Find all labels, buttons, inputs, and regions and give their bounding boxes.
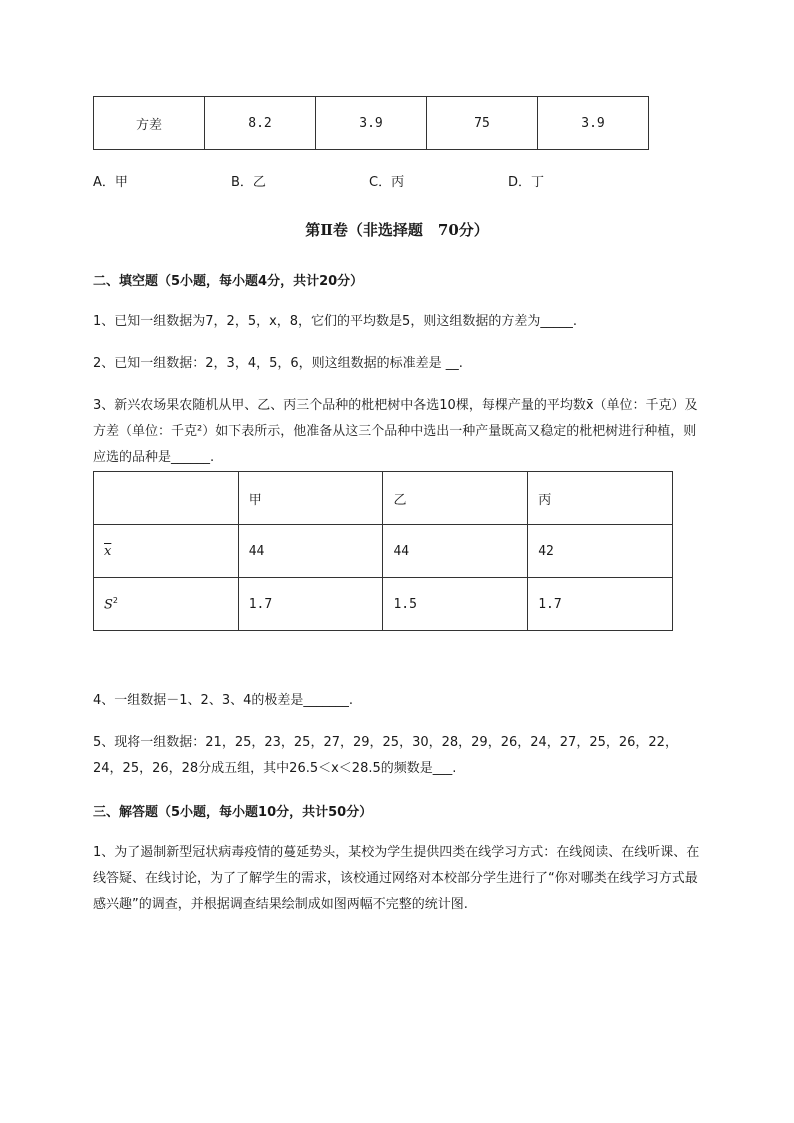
part3-heading: 三、解答题（5小题，每小题10分，共计50分） (93, 805, 373, 820)
table-row (94, 525, 673, 578)
table-row (94, 578, 673, 631)
mean-symbol: $\overline{x}$ (104, 543, 112, 559)
table-cell: 3.9 (316, 97, 427, 150)
question-5: 5、现将一组数据：21，25，23，25，27，29，25，30，28，29，26，24，27，25，26，22，24，25，26，28分成五组，其中26.5＜x＜28.5的频数是___. (93, 735, 678, 776)
row-label: 方差 (94, 97, 205, 150)
choice-d: D．丁 (508, 175, 545, 190)
table-row (94, 472, 673, 525)
question-1: 1、已知一组数据为7，2，5，x，8，它们的平均数是5，则这组数据的方差为_____. (93, 314, 577, 329)
variance-table (93, 96, 649, 150)
question-3: 3、新兴农场果农随机从甲、乙、丙三个品种的枇杷树中各选10棵，每棵产量的平均数x̄（单位：千克）及方差（单位：千克²）如下表所示，他准备从这三个品种中选出一种产量既高又稳定的枇杷树进行种植，则应选的品种是______. (93, 398, 698, 465)
header-cell: 甲 (238, 472, 383, 525)
variance-symbol: S (104, 597, 113, 613)
header-cell: 乙 (383, 472, 528, 525)
table-cell: 75 (427, 97, 538, 150)
header-cell (94, 472, 239, 525)
question-6: 1、为了遏制新型冠状病毒疫情的蔓延势头，某校为学生提供四类在线学习方式：在线阅读、在线听课、在线答疑、在线讨论，为了了解学生的需求，该校通过网络对本校部分学生进行了“你对哪类在线学习方式最感兴趣”的调查，并根据调查结果绘制成如图两幅不完整的统计图. (93, 845, 700, 912)
table-cell: 44 (238, 525, 383, 578)
table-cell: 3.9 (538, 97, 649, 150)
header-cell: 丙 (528, 472, 673, 525)
row-label (94, 578, 239, 631)
table-row (94, 97, 649, 150)
table-cell: 1.5 (383, 578, 528, 631)
choice-c: C．丙 (369, 175, 405, 190)
choice-a: A．甲 (93, 175, 128, 190)
question-4: 4、一组数据－1、2、3、4的极差是_______. (93, 693, 353, 708)
table-cell: 44 (383, 525, 528, 578)
table-cell: 8.2 (205, 97, 316, 150)
row-label (94, 525, 239, 578)
question-2: 2、已知一组数据：2，3，4，5，6，则这组数据的标准差是 __. (93, 356, 463, 371)
table-cell: 1.7 (528, 578, 673, 631)
table-cell: 42 (528, 525, 673, 578)
table-cell: 1.7 (238, 578, 383, 631)
part2-heading: 二、填空题（5小题，每小题4分，共计20分） (93, 274, 364, 289)
fruit-table (93, 471, 673, 631)
section-title: 第Ⅱ卷（非选择题 70分） (305, 221, 489, 239)
variance-exponent: 2 (112, 595, 118, 605)
choice-b: B．乙 (231, 175, 266, 190)
